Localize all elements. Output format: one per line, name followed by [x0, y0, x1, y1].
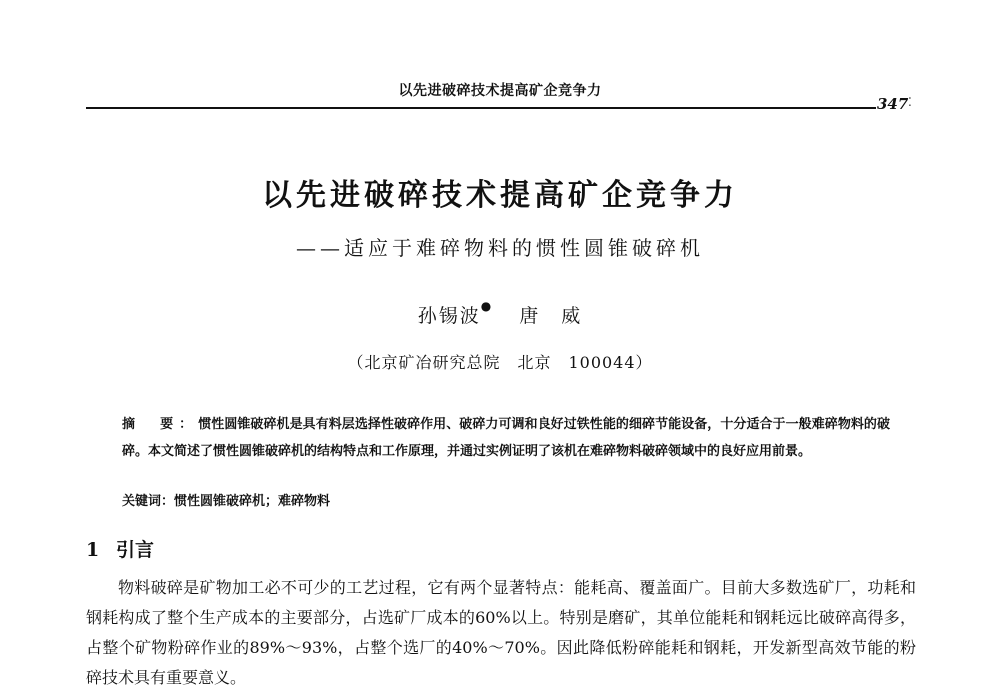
keywords-text: 惯性圆锥破碎机；难碎物料	[174, 494, 331, 509]
author-name: 唐 威	[519, 305, 583, 327]
abstract-label: 摘 要：	[122, 417, 199, 432]
author-list	[0, 301, 1000, 328]
header-rule	[86, 107, 876, 109]
section-heading	[86, 535, 154, 562]
article-title: 以先进破碎技术提高矿企竞争力	[262, 178, 738, 213]
section-number: 1	[86, 539, 100, 561]
author-affiliation: （北京矿冶研究总院 北京 100044）	[347, 353, 653, 372]
article-subtitle: ——适应于难碎物料的惯性圆锥破碎机	[296, 236, 704, 260]
keywords-label: 关键词：	[122, 494, 175, 509]
author-footnote-mark: ●	[480, 299, 494, 313]
abstract	[122, 411, 890, 465]
section-title: 引言	[116, 539, 155, 561]
abstract-text: 惯性圆锥破碎机是具有料层选择性破碎作用、破碎力可调和良好过铁性能的细碎节能设备，十分适合于一般难碎物料的破碎。本文简述了惯性圆锥破碎机的结构特点和工作原理，并通过实例证明了该机在难碎物料破碎领域中的良好应用前景。	[122, 417, 890, 459]
author-name: 孙锡波	[417, 305, 481, 327]
keywords	[122, 492, 890, 512]
page-number: 347	[877, 95, 909, 113]
running-header-title: 以先进破碎技术提高矿企竞争力	[398, 83, 602, 99]
page-number-mark: ⁚	[908, 95, 912, 109]
body-paragraph: 物料破碎是矿物加工必不可少的工艺过程，它有两个显著特点：能耗高、覆盖面广。目前大多数选矿厂，功耗和钢耗构成了整个生产成本的主要部分，占选矿厂成本的60%以上。特别是磨矿，其单位能耗和钢耗远比破碎高得多，占整个矿物粉碎作业的89%～93%，占整个选厂的40%～70%。因此降低粉碎能耗和钢耗，开发新型高效节能的粉碎技术具有重要意义。	[86, 578, 916, 687]
